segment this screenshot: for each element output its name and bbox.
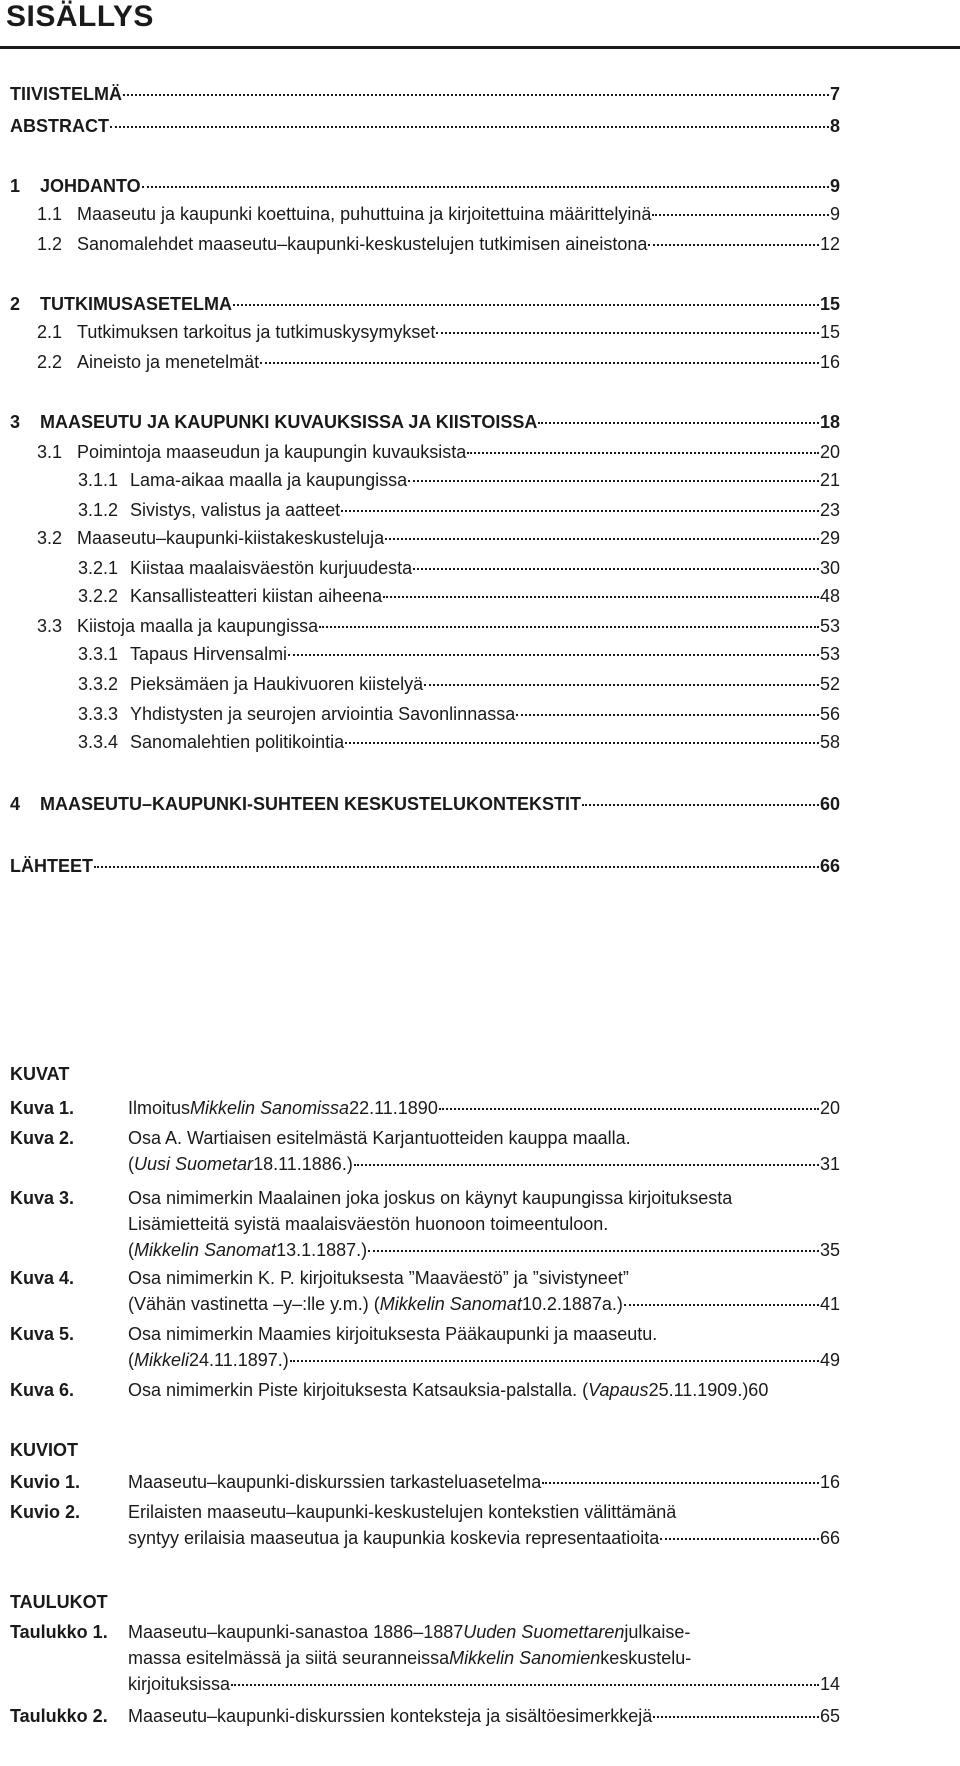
taulukot-heading: TAULUKOT (10, 1592, 108, 1612)
title-rule (0, 46, 960, 49)
toc-leader (319, 626, 819, 628)
caption-text: Lisämietteitä syistä maalaisväestön huonoon toimeentuloon. (128, 1214, 609, 1234)
toc-title: Tapaus Hirvensalmi (130, 644, 288, 664)
caption-text: Osa nimimerkin Piste kirjoituksesta Katsauksia-palstalla. ( (128, 1380, 589, 1400)
caption-page-number: 31 (819, 1154, 840, 1174)
toc-leader (385, 538, 819, 540)
toc-page-number: 9 (829, 204, 840, 224)
toc-leader (538, 422, 819, 424)
toc-leader (94, 866, 819, 868)
taulukko-entry[interactable] (10, 1706, 840, 1732)
caption-source-title: Mikkelin Sanomissa (190, 1098, 350, 1118)
toc-title: Kiistoja maalla ja kaupungissa (77, 616, 319, 636)
caption-source-title: Uusi Suometar (134, 1154, 254, 1174)
toc-entry[interactable] (37, 352, 840, 373)
taulukko-entry-label: Taulukko 1. (10, 1622, 108, 1642)
caption-leader (231, 1684, 819, 1686)
toc-entry[interactable] (78, 470, 840, 491)
toc-entry[interactable] (10, 84, 840, 105)
caption-date: 18.11.1886.) (253, 1154, 353, 1174)
caption-source-title: Vapaus (588, 1380, 649, 1400)
caption-leader (354, 1164, 819, 1166)
caption-text: massa esitelmässä ja siitä seuranneissa (128, 1648, 450, 1668)
toc-page-number: 15 (819, 294, 840, 314)
caption-text: Erilaisten maaseutu–kaupunki-keskustelujen kontekstien välittämänä (128, 1502, 677, 1522)
toc-number: 3.1.1 (78, 470, 119, 490)
caption-leader (439, 1108, 819, 1110)
toc-entry[interactable] (37, 442, 840, 463)
kuva-entry[interactable] (10, 1128, 840, 1180)
caption-text: ( (128, 1240, 134, 1260)
toc-leader (582, 804, 819, 806)
toc-leader (652, 214, 829, 216)
toc-page-number: 9 (829, 176, 840, 196)
caption-page-number: 16 (819, 1472, 840, 1492)
toc-leader (233, 304, 819, 306)
toc-leader (648, 244, 819, 246)
caption-leader (290, 1360, 819, 1362)
toc-title: Kansallisteatteri kiistan aiheena (130, 586, 383, 606)
toc-leader (383, 596, 819, 598)
caption-text: Maaseutu–kaupunki-diskurssien konteksteja ja sisältöesimerkkejä (128, 1706, 653, 1726)
toc-title: Maaseutu ja kaupunki koettuina, puhuttuina ja kirjoitettuina määrittelyinä (77, 204, 652, 224)
toc-leader (110, 126, 829, 128)
caption-date: julkaise- (624, 1622, 691, 1642)
toc-title: TIIVISTELMÄ (10, 84, 122, 104)
toc-title: TUTKIMUSASETELMA (40, 294, 232, 314)
caption-date: keskustelu- (600, 1648, 692, 1668)
kuva-entry[interactable] (10, 1098, 840, 1124)
toc-leader (436, 332, 819, 334)
kuvio-entry[interactable] (10, 1472, 840, 1498)
toc-page-number: 18 (819, 412, 840, 432)
caption-text: Osa A. Wartiaisen esitelmästä Karjantuotteiden kauppa maalla. (128, 1128, 631, 1148)
caption-source-title: Mikkeli (134, 1350, 190, 1370)
caption-text: Osa nimimerkin Maamies kirjoituksesta Pääkaupunki ja maaseutu. (128, 1324, 658, 1344)
kuva-entry-label: Kuva 6. (10, 1380, 75, 1400)
toc-leader (260, 362, 819, 364)
caption-leader (653, 1716, 819, 1718)
toc-leader (408, 480, 819, 482)
toc-number: 3.3.1 (78, 644, 119, 664)
toc-number: 2 (10, 294, 21, 314)
caption-text: ( (128, 1154, 134, 1174)
toc-entry[interactable] (78, 558, 840, 579)
toc-page-number: 60 (819, 794, 840, 814)
toc-title: Yhdistysten ja seurojen arviointia Savonlinnassa (130, 704, 516, 724)
toc-title: Sanomalehdet maaseutu–kaupunki-keskustelujen tutkimisen aineistona (77, 234, 648, 254)
toc-leader (142, 186, 829, 188)
toc-number: 4 (10, 794, 21, 814)
toc-number: 1.2 (37, 234, 63, 254)
caption-page-number: 65 (819, 1706, 840, 1726)
caption-text: Maaseutu–kaupunki-sanastoa 1886–1887 (128, 1622, 464, 1642)
caption-page-number: 35 (819, 1240, 840, 1260)
toc-number: 1 (10, 176, 21, 196)
toc-title: Tutkimuksen tarkoitus ja tutkimuskysymykset (77, 322, 436, 342)
kuvio-entry[interactable] (10, 1502, 840, 1554)
toc-title: Poimintoja maaseudun ja kaupungin kuvauksista (77, 442, 467, 462)
caption-page-number: 66 (819, 1528, 840, 1548)
kuvio-entry-label: Kuvio 2. (10, 1502, 81, 1522)
toc-entry[interactable] (10, 176, 840, 197)
kuvat-heading: KUVAT (10, 1064, 70, 1084)
caption-source-title: Mikkelin Sanomien (449, 1648, 601, 1668)
toc-number: 2.2 (37, 352, 63, 372)
caption-source-title: Uuden Suomettaren (463, 1622, 625, 1642)
kuviot-heading: KUVIOT (10, 1440, 79, 1460)
caption-date: 22.11.1890 (349, 1098, 438, 1118)
toc-number: 3 (10, 412, 21, 432)
toc-leader (123, 94, 829, 96)
toc-number: 3.2.2 (78, 586, 119, 606)
toc-title: Maaseutu–kaupunki-kiistakeskusteluja (77, 528, 385, 548)
kuva-entry-label: Kuva 2. (10, 1128, 75, 1148)
toc-page-number: 48 (819, 586, 840, 606)
toc-page-number: 16 (819, 352, 840, 372)
caption-leader (660, 1538, 819, 1540)
kuva-entry-label: Kuva 5. (10, 1324, 75, 1344)
kuva-entry[interactable] (10, 1380, 840, 1406)
toc-page-number: 30 (819, 558, 840, 578)
toc-leader (424, 684, 819, 686)
toc-entry[interactable] (37, 234, 840, 255)
caption-date: 25.11.1909.)60 (648, 1380, 769, 1400)
toc-title: LÄHTEET (10, 856, 93, 876)
toc-entry[interactable] (10, 294, 840, 315)
toc-page-number: 21 (819, 470, 840, 490)
toc-page-number: 56 (819, 704, 840, 724)
toc-title: ABSTRACT (10, 116, 109, 136)
toc-page-number: 15 (819, 322, 840, 342)
toc-number: 3.2.1 (78, 558, 119, 578)
toc-leader (413, 568, 819, 570)
kuva-entry-label: Kuva 3. (10, 1188, 75, 1208)
caption-page-number: 41 (819, 1294, 840, 1314)
kuva-entry[interactable] (10, 1268, 840, 1320)
toc-number: 3.1.2 (78, 500, 119, 520)
toc-entry[interactable] (78, 500, 840, 521)
toc-page-number: 20 (819, 442, 840, 462)
toc-title: Lama-aikaa maalla ja kaupungissa (130, 470, 408, 490)
toc-page-number: 23 (819, 500, 840, 520)
toc-title: Kiistaa maalaisväestön kurjuudesta (130, 558, 413, 578)
kuva-entry[interactable] (10, 1188, 840, 1266)
caption-leader (542, 1482, 819, 1484)
page-title: SISÄLLYS (6, 0, 154, 33)
toc-number: 3.3 (37, 616, 63, 636)
toc-number: 3.1 (37, 442, 63, 462)
toc-number: 3.3.4 (78, 732, 119, 752)
toc-page-number: 53 (819, 616, 840, 636)
caption-leader (624, 1304, 819, 1306)
caption-page-number: 14 (819, 1674, 840, 1694)
kuvio-entry-label: Kuvio 1. (10, 1472, 81, 1492)
caption-text: (Vähän vastinetta –y–:lle y.m.) ( (128, 1294, 380, 1314)
toc-page-number: 52 (819, 674, 840, 694)
toc-entry[interactable] (78, 644, 840, 665)
toc-page-number: 8 (829, 116, 840, 136)
toc-entry[interactable] (10, 794, 840, 815)
toc-title: MAASEUTU JA KAUPUNKI KUVAUKSISSA JA KIISTOISSA (40, 412, 538, 432)
caption-text: ( (128, 1350, 134, 1370)
toc-page-number: 7 (829, 84, 840, 104)
caption-source-title: Mikkelin Sanomat (379, 1294, 522, 1314)
toc-title: Pieksämäen ja Haukivuoren kiistelyä (130, 674, 424, 694)
toc-leader (288, 654, 819, 656)
toc-page-number: 29 (819, 528, 840, 548)
kuva-entry-label: Kuva 1. (10, 1098, 75, 1118)
caption-date: 10.2.1887a.) (521, 1294, 623, 1314)
caption-date: 13.1.1887.) (276, 1240, 368, 1260)
caption-text: kirjoituksissa (128, 1674, 231, 1694)
toc-number: 2.1 (37, 322, 63, 342)
caption-source-title: Mikkelin Sanomat (134, 1240, 277, 1260)
toc-entry[interactable] (78, 732, 840, 753)
toc-title: Sanomalehtien politikointia (130, 732, 345, 752)
caption-page-number: 49 (819, 1350, 840, 1370)
caption-text: Ilmoitus (128, 1098, 191, 1118)
toc-entry[interactable] (78, 704, 840, 725)
toc-leader (341, 510, 819, 512)
caption-text: Osa nimimerkin Maalainen joka joskus on käynyt kaupungissa kirjoituksesta (128, 1188, 733, 1208)
toc-page-number: 12 (819, 234, 840, 254)
toc-title: Aineisto ja menetelmät (77, 352, 260, 372)
toc-entry[interactable] (10, 116, 840, 137)
toc-title: Sivistys, valistus ja aatteet (130, 500, 341, 520)
toc-leader (345, 742, 819, 744)
caption-page-number: 20 (819, 1098, 840, 1118)
toc-page-number: 53 (819, 644, 840, 664)
toc-number: 3.2 (37, 528, 63, 548)
toc-entry[interactable] (37, 528, 840, 549)
toc-entry[interactable] (37, 204, 840, 225)
toc-entry[interactable] (10, 856, 840, 877)
toc-title: MAASEUTU–KAUPUNKI-SUHTEEN KESKUSTELUKONTEKSTIT (40, 794, 582, 814)
caption-text: Osa nimimerkin K. P. kirjoituksesta ”Maaväestö” ja ”sivistyneet” (128, 1268, 629, 1288)
caption-text: Maaseutu–kaupunki-diskurssien tarkasteluasetelma (128, 1472, 542, 1492)
toc-leader (516, 714, 819, 716)
toc-title: JOHDANTO (40, 176, 141, 196)
toc-entry[interactable] (78, 674, 840, 695)
toc-number: 3.3.3 (78, 704, 119, 724)
toc-number: 1.1 (37, 204, 63, 224)
toc-page-number: 58 (819, 732, 840, 752)
toc-entry[interactable] (10, 412, 840, 433)
toc-entry[interactable] (37, 322, 840, 343)
toc-entry[interactable] (37, 616, 840, 637)
taulukko-entry-label: Taulukko 2. (10, 1706, 108, 1726)
caption-date: 24.11.1897.) (189, 1350, 289, 1370)
caption-leader (368, 1250, 819, 1252)
caption-text: syntyy erilaisia maaseutua ja kaupunkia koskevia representaatioita (128, 1528, 660, 1548)
toc-page-number: 66 (819, 856, 840, 876)
toc-leader (467, 452, 819, 454)
kuva-entry[interactable] (10, 1324, 840, 1376)
toc-entry[interactable] (78, 586, 840, 607)
kuva-entry-label: Kuva 4. (10, 1268, 75, 1288)
toc-number: 3.3.2 (78, 674, 119, 694)
taulukko-entry[interactable] (10, 1622, 840, 1700)
